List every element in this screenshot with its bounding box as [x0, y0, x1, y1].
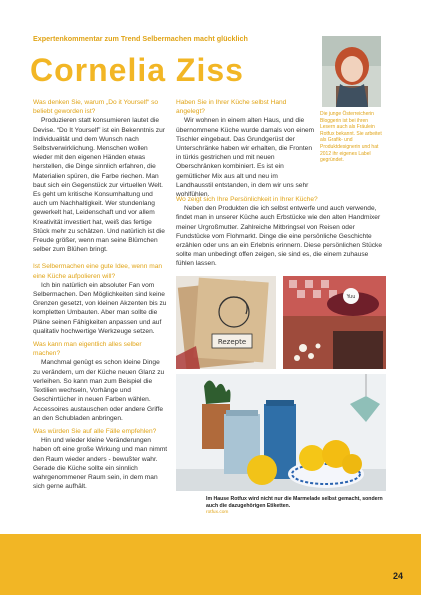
page-number: 24	[392, 571, 403, 581]
answer: Produzieren statt konsumieren lautet die Devise. “Do It Yourself” ist ein Bekenntnis zur Individualität und dem Wunsch nach Selbstverwirklichung. Menschen wollen wieder mit den eigenen Händen etwas herstellen, die Dinge sinnlich erfahren, die Materialien spüren, die Farbe riechen. Man baut sich ein Gegenstück zur virtuellen Welt. Es geht um kritische Konsumhaltung und auch um Nachhaltigkeit. Wer stundenlang gewerkelt hat, Leidenschaft und vor allem Kreativität investiert hat, weiß das fertige Stück mehr zu schätzen. Und natürlich ist die Freude größer, wenn man seine Blümchen selber zum Blühen bringt.	[33, 117, 165, 254]
question: Wo zeigt sich Ihre Persönlichkeit in Ihrer Küche?	[176, 196, 318, 203]
question: Was denken Sie, warum „Do it Yourself“ so beliebt geworden ist?	[33, 99, 159, 116]
question: Was würden Sie auf alle Fälle empfehlen?	[33, 427, 157, 435]
photo-caption: Im Hause Rotfux wird nicht nur die Marmelade selbst gemacht, sondern auch die dazugehörigen Etiketten.	[206, 496, 383, 509]
answer: Manchmal genügt es schon kleine Dinge zu verändern, um der Küche neuen Glanz zu verleihen. So kann man zum Beispiel die Textilien wechseln, Vorhänge und Geschirrtücher in neuen Farben wählen. Accessoires austauschen oder andere Griffe an den Schubladen anbringen.	[33, 359, 165, 422]
left-column	[33, 98, 168, 491]
jam-jar-photo	[283, 276, 386, 369]
jar-tag: Yuu	[346, 294, 356, 300]
question: Haben Sie in Ihrer Küche selbst Hand angelegt?	[176, 99, 287, 116]
article-title: Cornelia Ziss	[30, 52, 244, 88]
recipe-card-photo	[176, 276, 276, 369]
question: Ist Selbermachen eine gute Idee, wenn man eine Küche aufpolieren will?	[33, 263, 163, 280]
footer-bar	[0, 534, 421, 595]
answer: Neben den Produkten die ich selbst entwerfe und auch verwende, findet man in unserer Küche auch Erbstücke wie den alten Handmixer meiner Urgroßmutter. Zahlreiche Mitbringsel von Reisen oder Fundstücke vom Flohmarkt. Dinge die eine persönliche Geschichte erzählen oder uns an ein Erlebnis erinnern. Diese persönlichen Stücke sollte man unbedingt offen zeigen, sie sind es, die einem zuhause fühlen lassen.	[176, 205, 382, 268]
portrait-photo	[322, 36, 381, 107]
kitchen-still-life-photo	[176, 374, 386, 491]
portrait-caption: Die junge Österreicherin Bloggerin ist bei ihren Lesern auch als Fräulein Rotfux bekannt. Sie arbeitet als Grafik- und Produktdesignerin und hat 2012 ihr eigenes Label gegründet.	[320, 111, 382, 164]
article-kicker: Expertenkommentar zum Trend Selbermachen macht glücklich	[33, 34, 248, 43]
right-column-top	[176, 98, 316, 199]
right-column-bottom	[176, 195, 386, 269]
answer: Wir wohnen in einem alten Haus, und die übernommene Küche wurde damals von einem Tischler eingebaut. Das Grundgerüst der Unterschränke haben wir erhalten, die Fronten in türkis gestrichen und mit neuen Oberschränken kombiniert. Es ist ein gemütlicher Mix aus alt und neu im Landhausstil entstanden, in dem wir uns sehr wohlfühlen.	[176, 117, 315, 199]
header-spacer	[0, 0, 421, 32]
answer: Hin und wieder kleine Veränderungen haben oft eine große Wirkung und man nimmt den Raum wieder anders - bewußter wahr. Gerade die Küche sollte ein sinnlich wahrgenommener Raum sein, in dem man sich gerne aufhält.	[33, 437, 168, 491]
card-text: Rezepte	[217, 338, 247, 346]
photo-credit: rotfux.com	[206, 510, 229, 515]
answer: Ich bin natürlich ein absoluter Fan vom Selbermachen. Den Möglichkeiten sind keine Grenzen gesetzt, von kleinen Akzenten bis zu kompletten Umbauten. Aber man sollte die Pläne seinen Fähigkeiten anpassen und auf qualitativ hochwertige Werkzeuge setzen.	[33, 281, 167, 335]
question: Was kann man eigentlich alles selber machen?	[33, 341, 142, 358]
